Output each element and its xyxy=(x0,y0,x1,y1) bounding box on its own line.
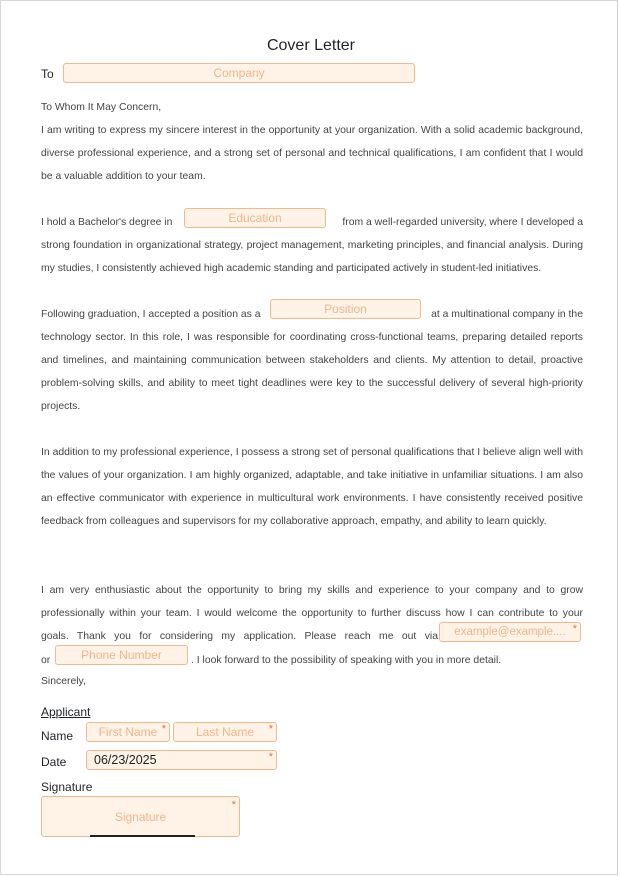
p3-text-mid: at a multinational company in the xyxy=(431,309,583,320)
first-name-input[interactable] xyxy=(86,722,170,742)
last-name-placeholder: Last Name xyxy=(195,725,255,739)
company-input[interactable]: Company xyxy=(63,63,415,83)
required-marker: * xyxy=(572,623,577,635)
p5-end: . I look forward to the possibility of speaking with you in more detail. xyxy=(191,655,502,666)
signature-underline xyxy=(90,835,195,837)
phone-input[interactable]: Phone Number xyxy=(55,645,188,665)
education-input[interactable]: Education xyxy=(184,208,326,228)
paragraph-qualifications: In addition to my professional experience, I possess a strong set of personal qualifications that I believe align well with the values of your organization. I am highly organized, adaptable, and take initiative in unfamiliar situations. I am also an effective communicator with experience in multicultural work environments. I have consistently received positive feedback from colleagues and supervisors for my collaborative approach, empathy, and ability to learn quickly. xyxy=(41,447,583,527)
signature-label: Signature xyxy=(41,780,93,794)
email-input[interactable] xyxy=(439,622,581,642)
date-value: 06/23/2025 xyxy=(94,753,157,767)
required-marker: * xyxy=(268,751,273,763)
signature-placeholder: Signature xyxy=(114,810,167,824)
or-label: or xyxy=(41,655,51,666)
p2-text-start: I hold a Bachelor's degree in xyxy=(41,217,173,228)
required-marker: * xyxy=(231,799,236,811)
paragraph-intro: I am writing to express my sincere interest in the opportunity at your organization. With a solid academic background, diverse professional experience, and a strong set of personal and technical qualifications, I am confident that I would be a valuable addition to your team. xyxy=(41,125,583,182)
p3-text-start: Following graduation, I accepted a position as a xyxy=(41,309,261,320)
required-marker: * xyxy=(161,723,166,735)
email-placeholder: example@example.... xyxy=(454,626,566,638)
first-name-placeholder: First Name xyxy=(98,725,158,739)
to-label: To xyxy=(41,67,54,81)
signature-pad[interactable] xyxy=(41,796,240,837)
position-input[interactable]: Position xyxy=(270,299,421,319)
required-marker: * xyxy=(268,723,273,735)
applicant-heading: Applicant xyxy=(41,705,91,719)
p5-goals: goals. Thank you for considering my application. Please reach me out via xyxy=(41,631,438,642)
last-name-input[interactable] xyxy=(173,722,277,742)
p2-text-mid: from a well-regarded university, where I developed a xyxy=(342,217,583,228)
paragraph-experience: technology sector. In this role, I was responsible for coordinating cross-functional teams, preparing detailed reports and timelines, and maintaining communication between stakeholders and clients. My attention to detail, proactive problem-solving skills, and ability to meet tight deadlines were key to the successful delivery of several high-priority projects. xyxy=(41,332,583,412)
p5-line-2: professionally within your team. I would welcome the opportunity to further discuss how I can contribute to your xyxy=(41,608,583,619)
page-title: Cover Letter xyxy=(266,37,356,54)
date-input[interactable] xyxy=(86,750,277,770)
salutation: To Whom It May Concern, xyxy=(41,102,162,113)
paragraph-education: strong foundation in organizational strategy, project management, marketing principles, and financial analysis. During my studies, I consistently achieved high academic standing and participated actively in student-led initiatives. xyxy=(41,240,583,274)
name-label: Name xyxy=(41,729,74,743)
p5-line-1: I am very enthusiastic about the opportunity to bring my skills and experience to your company and to grow xyxy=(41,585,583,596)
closing: Sincerely, xyxy=(41,676,86,687)
date-label: Date xyxy=(41,755,67,769)
